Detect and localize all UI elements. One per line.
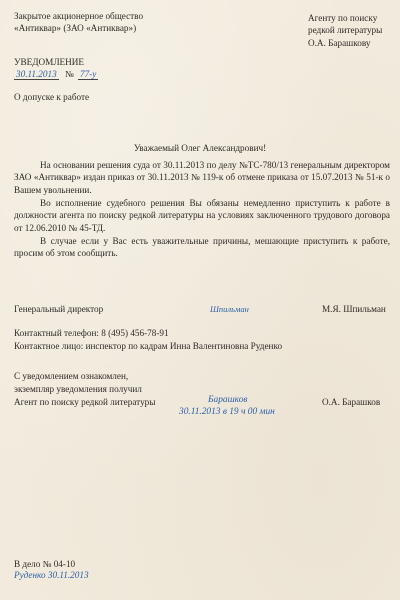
signature-name: М.Я. Шпильман	[322, 304, 386, 314]
ack-name: О.А. Барашков	[322, 397, 381, 407]
filing-line: В дело № 04-10	[14, 559, 76, 569]
recipient-line-3: О.А. Барашкову	[308, 38, 371, 48]
signature-position: Генеральный директор	[14, 304, 104, 314]
number-sign: №	[64, 69, 74, 79]
recipient-line-1: Агенту по поиску	[308, 13, 378, 23]
director-handwritten-signature: Шпильман	[210, 304, 249, 314]
recipient-line-2: редкой литературы	[308, 25, 383, 35]
employee-handwritten-signature: Барашков	[208, 395, 248, 405]
body-paragraph-2: Во исполнение судебного решения Вы обязаны немедленно приступить к работе в должности агента по поиску редкой литературы на условиях заключенного трудового договора от 12.06.2010 № 45-ТД.	[14, 198, 390, 233]
ack-line-3: Агент по поиску редкой литературы	[14, 397, 156, 407]
notice-title: УВЕДОМЛЕНИЕ	[14, 57, 85, 67]
salutation: Уважаемый Олег Александрович!	[133, 143, 267, 153]
notice-date: 30.11.2013	[16, 69, 57, 79]
body-paragraph-1: На основании решения суда от 30.11.2013 по делу №ТС-780/13 генеральным директором ЗАО «Антиквар» издан приказ от 30.11.2013 № 119-к об отмене приказа от 15.07.2013 № 51-к о Вашем увольнении.	[14, 160, 390, 195]
contact-person: Контактное лицо: инспектор по кадрам Инна Валентиновна Руденко	[14, 341, 283, 351]
employee-handwritten-datetime: 30.11.2013 в 19 ч 00 мин	[179, 407, 275, 417]
notice-number: 77-у	[80, 69, 97, 79]
ack-line-2: экземпляр уведомления получил	[14, 384, 142, 394]
ack-line-1: С уведомлением ознакомлен,	[14, 371, 129, 381]
sender-line-2: «Антиквар» (ЗАО «Антиквар»)	[14, 23, 137, 33]
body-paragraph-3: В случае если у Вас есть уважительные причины, мешающие приступить к работе, просим об этом сообщить.	[14, 236, 390, 259]
notice-date-number	[14, 68, 98, 80]
contact-phone: Контактный телефон: 8 (495) 456-78-91	[14, 328, 169, 338]
filing-handwritten-note: Руденко 30.11.2013	[14, 570, 89, 580]
notice-subject: О допуске к работе	[14, 92, 90, 102]
sender-line-1: Закрытое акционерное общество	[14, 11, 144, 21]
